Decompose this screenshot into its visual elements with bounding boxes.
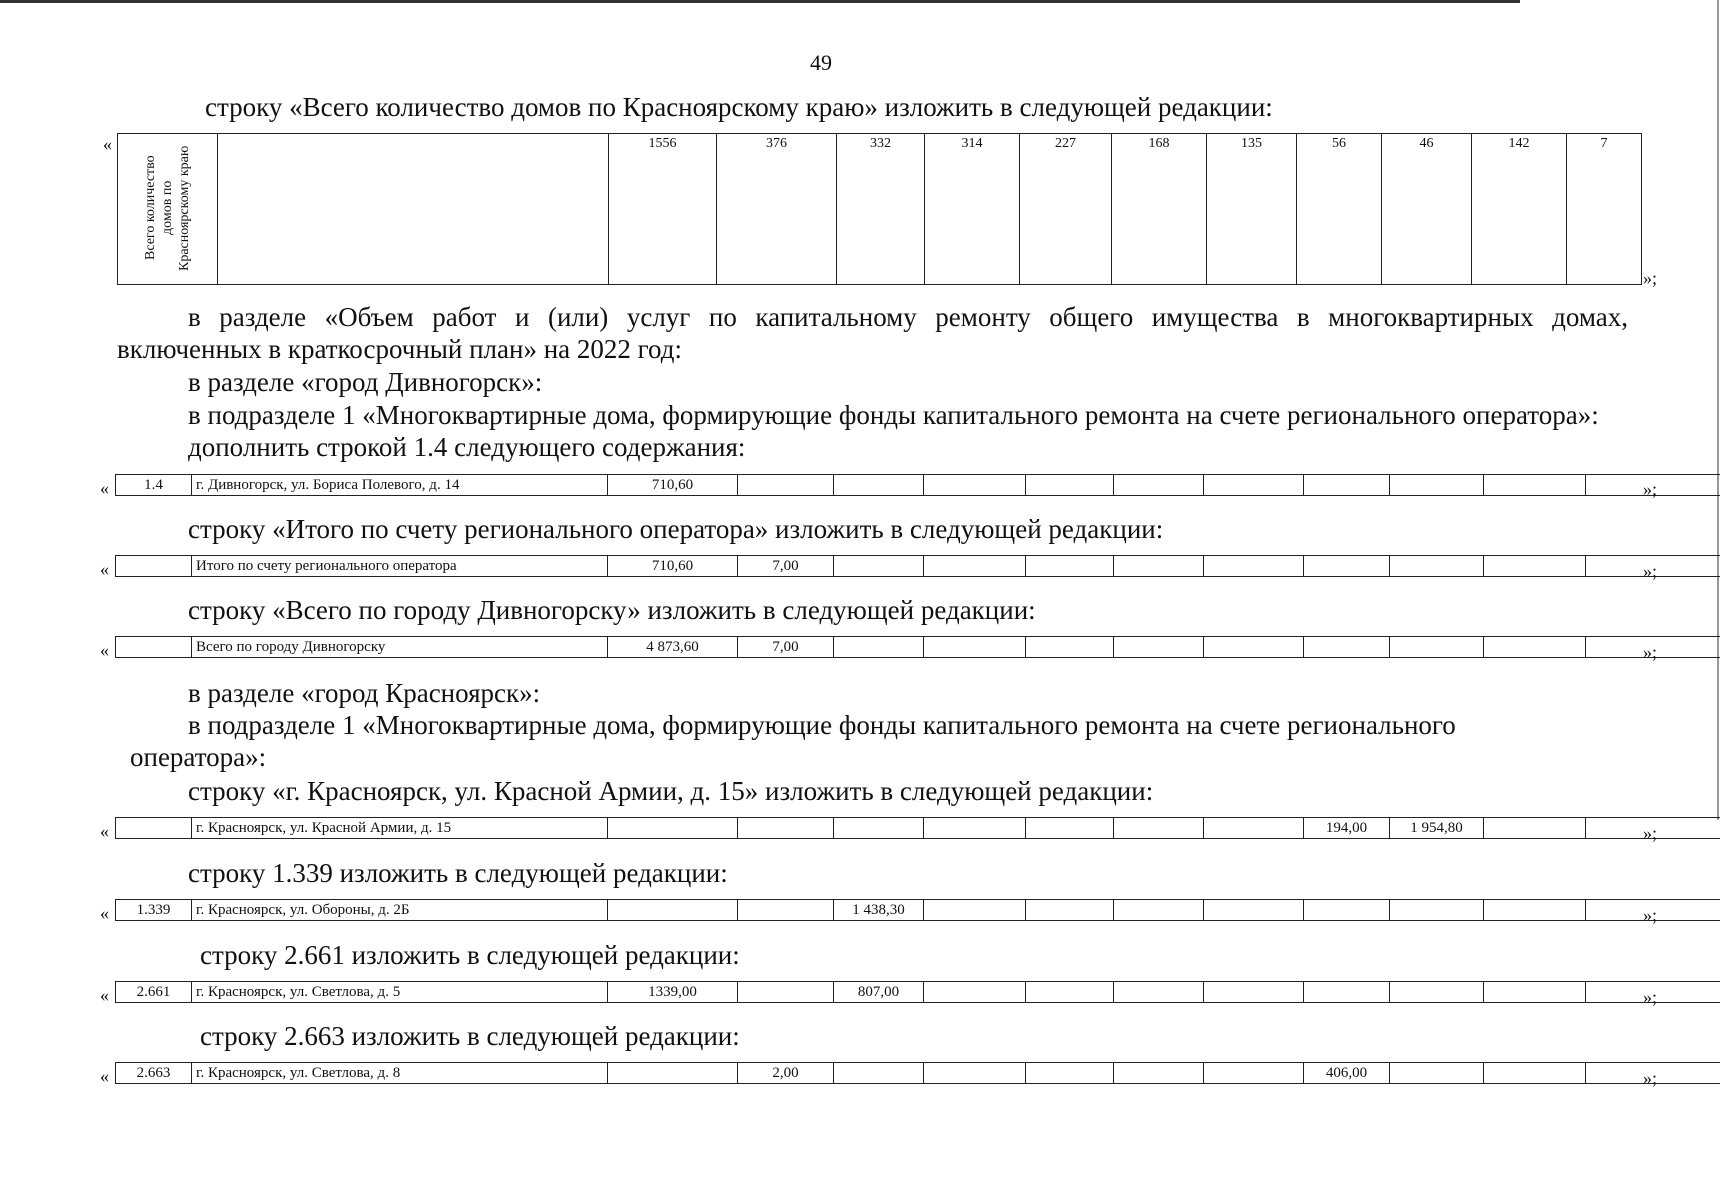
open-quote: «: [103, 134, 112, 154]
table-cell: [1484, 637, 1586, 658]
paragraph-subsection-1-krasnoyarsk: в подразделе 1 «Многоквартирные дома, формирующие фонды капитального ремонта на счете регионального: [188, 710, 1456, 740]
close-quote: »;: [1643, 1068, 1658, 1088]
table-cell: [1390, 1063, 1484, 1084]
table-cell: [1304, 982, 1390, 1003]
open-quote: «: [100, 478, 109, 498]
table-cell: [1484, 982, 1586, 1003]
table-cell: [1026, 475, 1114, 496]
table-cell: [924, 637, 1026, 658]
table-row: [116, 900, 1720, 921]
itogo-row-table: [115, 555, 1720, 577]
table-cell: [1114, 475, 1204, 496]
table-row: [116, 556, 1720, 577]
table-cell: [1026, 818, 1114, 839]
paragraph-krasnoy-armii: строку «г. Красноярск, ул. Красной Армии, д. 15» изложить в следующей редакции:: [188, 776, 1154, 806]
row-number: 2.661: [116, 982, 192, 1003]
table-cell: [1304, 475, 1390, 496]
row-number: 1.4: [116, 475, 192, 496]
table-cell: [924, 1063, 1026, 1084]
close-quote: »;: [1643, 905, 1658, 925]
table-cell: [1304, 556, 1390, 577]
table-cell: [924, 556, 1026, 577]
close-quote: »;: [1643, 479, 1658, 499]
table-cell: [1204, 637, 1304, 658]
table-cell: [1114, 818, 1204, 839]
table-cell: 332: [837, 134, 925, 285]
table-cell: 7: [1567, 134, 1642, 285]
table-cell: [834, 1063, 924, 1084]
table-cell: [1114, 1063, 1204, 1084]
row-address: г. Красноярск, ул. Обороны, д. 2Б: [192, 900, 608, 921]
row-address: Итого по счету регионального оператора: [192, 556, 608, 577]
table-row: [118, 134, 1642, 285]
table-cell: [924, 900, 1026, 921]
table-cell: 710,60: [608, 475, 738, 496]
row-number: 1.339: [116, 900, 192, 921]
table-cell: [1484, 818, 1586, 839]
page-number: 49: [810, 50, 832, 75]
table-cell: [1390, 556, 1484, 577]
table-cell: [1026, 556, 1114, 577]
table-cell: [1026, 982, 1114, 1003]
table-cell: 194,00: [1304, 818, 1390, 839]
table-row: [116, 982, 1720, 1003]
paragraph-subsection-1-krasnoyarsk-cont: оператора»:: [130, 742, 267, 772]
table-cell: 142: [1472, 134, 1567, 285]
open-quote: «: [100, 640, 109, 660]
table-cell: 1556: [609, 134, 717, 285]
table-row: [116, 637, 1720, 658]
table-cell: [1204, 900, 1304, 921]
table-cell: 4 873,60: [608, 637, 738, 658]
page-top-edge: [0, 0, 1520, 3]
paragraph-add-row: дополнить строкой 1.4 следующего содержания:: [188, 432, 746, 462]
table-cell: [1484, 1063, 1586, 1084]
table-cell: 2,00: [738, 1063, 834, 1084]
table-cell: [834, 556, 924, 577]
row-address: г. Красноярск, ул. Светлова, д. 5: [192, 982, 608, 1003]
table-cell: [1114, 982, 1204, 1003]
table-cell: 135: [1207, 134, 1297, 285]
table-cell: [608, 818, 738, 839]
table-row: [116, 475, 1720, 496]
table-cell: 314: [925, 134, 1020, 285]
table-cell: [116, 637, 192, 658]
table-cell: [924, 982, 1026, 1003]
table-cell: [218, 134, 609, 285]
table-cell: [1026, 637, 1114, 658]
table-cell: [1390, 637, 1484, 658]
paragraph-row-2661: строку 2.661 изложить в следующей редакции:: [200, 940, 740, 970]
table-cell: 46: [1382, 134, 1472, 285]
row-number: 2.663: [116, 1063, 192, 1084]
table-cell: [738, 982, 834, 1003]
table-cell: [1204, 556, 1304, 577]
row-1-4-table: [115, 474, 1720, 496]
table-cell: [1484, 900, 1586, 921]
paragraph-row-2663: строку 2.663 изложить в следующей редакции:: [200, 1021, 740, 1051]
table-row: [116, 818, 1720, 839]
open-quote: «: [100, 559, 109, 579]
table-cell: 7,00: [738, 556, 834, 577]
total-row-label-cell: [118, 134, 218, 285]
open-quote: «: [100, 985, 109, 1005]
krasnoy-armii-row-table: [115, 817, 1720, 839]
paragraph-krasnoyarsk: в разделе «город Красноярск»:: [188, 678, 541, 708]
table-cell: 1 954,80: [1390, 818, 1484, 839]
row-address: г. Дивногорск, ул. Бориса Полевого, д. 14: [192, 475, 608, 496]
table-cell: [1484, 556, 1586, 577]
close-quote: »;: [1643, 268, 1658, 288]
open-quote: «: [100, 1066, 109, 1086]
table-cell: [1114, 556, 1204, 577]
table-cell: 7,00: [738, 637, 834, 658]
paragraph-row-1339: строку 1.339 изложить в следующей редакции:: [188, 858, 728, 888]
table-cell: 227: [1020, 134, 1112, 285]
paragraph-subsection-1: в подразделе 1 «Многоквартирные дома, формирующие фонды капитального ремонта на счете регионального оператора»:: [188, 400, 1599, 430]
paragraph-total-row: строку «Всего количество домов по Красноярскому краю» изложить в следующей редакции:: [205, 92, 1273, 122]
open-quote: «: [100, 821, 109, 841]
total-houses-table: [117, 133, 1642, 285]
close-quote: »;: [1643, 561, 1658, 581]
table-cell: [834, 637, 924, 658]
table-cell: 807,00: [834, 982, 924, 1003]
table-cell: [1390, 900, 1484, 921]
table-cell: [834, 475, 924, 496]
table-cell: [924, 818, 1026, 839]
close-quote: »;: [1643, 823, 1658, 843]
table-cell: 1 438,30: [834, 900, 924, 921]
close-quote: »;: [1643, 642, 1658, 662]
page-right-edge: [1717, 0, 1719, 820]
table-cell: [924, 475, 1026, 496]
paragraph-divnogorsk: в разделе «город Дивногорск»:: [188, 367, 543, 397]
table-cell: [834, 818, 924, 839]
open-quote: «: [100, 903, 109, 923]
table-cell: [116, 818, 192, 839]
table-cell: [1026, 1063, 1114, 1084]
table-cell: [1204, 818, 1304, 839]
row-address: Всего по городу Дивногорску: [192, 637, 608, 658]
table-cell: [1304, 637, 1390, 658]
table-cell: [1114, 637, 1204, 658]
table-cell: [116, 556, 192, 577]
table-cell: 1339,00: [608, 982, 738, 1003]
table-cell: [1204, 1063, 1304, 1084]
table-cell: [608, 900, 738, 921]
table-cell: [1204, 475, 1304, 496]
table-cell: 168: [1112, 134, 1207, 285]
table-cell: 56: [1297, 134, 1382, 285]
table-cell: [1204, 982, 1304, 1003]
close-quote: »;: [1643, 987, 1658, 1007]
paragraph-itogo: строку «Итого по счету регионального оператора» изложить в следующей редакции:: [188, 514, 1164, 544]
paragraph-section-volume: в разделе «Объем работ и (или) услуг по капитальному ремонту общего имущества в многоквартирных домах,: [188, 302, 1628, 332]
table-cell: [1114, 900, 1204, 921]
table-row: [116, 1063, 1720, 1084]
table-cell: 376: [717, 134, 837, 285]
table-cell: [738, 900, 834, 921]
table-cell: [738, 818, 834, 839]
table-cell: [608, 1063, 738, 1084]
paragraph-section-volume-cont: включенных в краткосрочный план» на 2022 год:: [117, 334, 683, 364]
vsego-row-table: [115, 636, 1720, 658]
table-cell: 710,60: [608, 556, 738, 577]
row-address: г. Красноярск, ул. Красной Армии, д. 15: [192, 818, 608, 839]
table-cell: [1026, 900, 1114, 921]
total-row-label: Всего количество домов по Красноярскому краю: [143, 145, 192, 271]
row-address: г. Красноярск, ул. Светлова, д. 8: [192, 1063, 608, 1084]
row-2661-table: [115, 981, 1720, 1003]
table-cell: [738, 475, 834, 496]
table-cell: [1390, 982, 1484, 1003]
table-cell: [1484, 475, 1586, 496]
row-2663-table: [115, 1062, 1720, 1084]
paragraph-vsego: строку «Всего по городу Дивногорску» изложить в следующей редакции:: [188, 595, 1036, 625]
table-cell: 406,00: [1304, 1063, 1390, 1084]
table-cell: [1390, 475, 1484, 496]
row-1339-table: [115, 899, 1720, 921]
table-cell: [1304, 900, 1390, 921]
